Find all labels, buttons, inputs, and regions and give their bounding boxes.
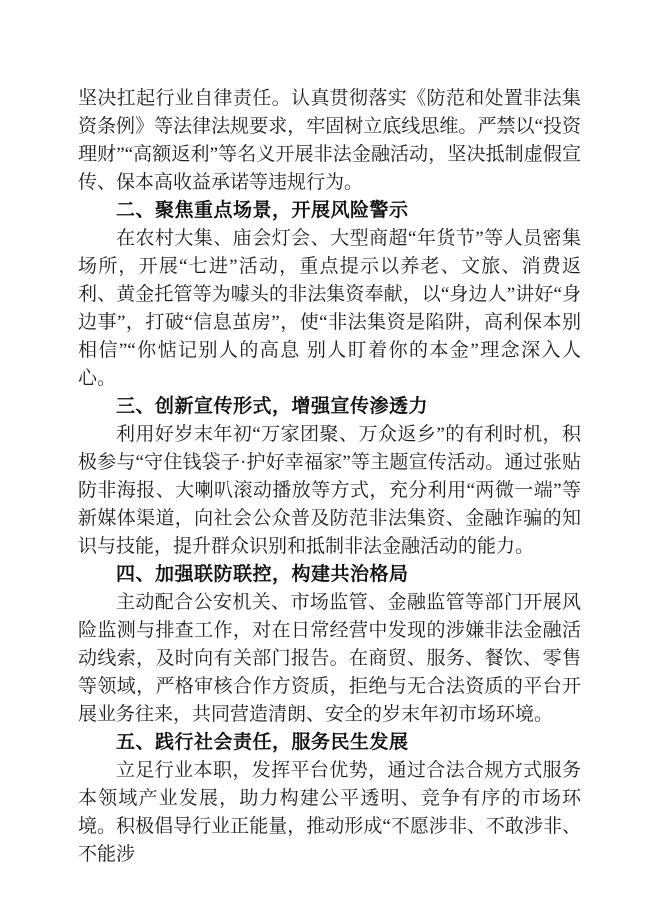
paragraph: 立足行业本职，发挥平台优势，通过合法合规方式服务本领域产业发展，助力构建公平透明、竞争有序的市场环境。积极倡导行业正能量，推动形成“不愿涉非、不敢涉非、不能涉 bbox=[78, 760, 581, 865]
paragraph: 利用好岁末年初“万家团聚、万众返乡”的有利时机，积极参与“守住钱袋子·护好幸福家”等主题宣传活动。通过张贴防非海报、大喇叭滚动播放等方式，充分利用“两微一端”等新媒体渠道，向社会公众普及防范非法集资、金融诈骗的知识与技能，提升群众识别和抵制非法金融活动的能力。 bbox=[78, 424, 581, 557]
paragraph-continuation: 坚决扛起行业自律责任。认真贯彻落实《防范和处置非法集资条例》等法律法规要求，牢固树立底线思维。严禁以“投资理财”“高额返利”等名义开展非法金融活动，坚决抵制虚假宣传、保本高收益承诺等违规行为。 bbox=[78, 88, 581, 193]
paragraph: 主动配合公安机关、市场监管、金融监管等部门开展风险监测与排查工作，对在日常经营中发现的涉嫌非法金融活动线索，及时向有关部门报告。在商贸、服务、餐饮、零售等领域，严格审核合作方资质，拒绝与无合法资质的平台开展业务往来，共同营造清朗、安全的岁末年初市场环境。 bbox=[78, 592, 581, 725]
paragraph: 在农村大集、庙会灯会、大型商超“年货节”等人员密集场所，开展“七进”活动，重点提示以养老、文旅、消费返利、黄金托管等为噱头的非法集资奉献，以“身边人”讲好“身边事”，打破“信息茧房”，使“非法集资是陷阱，高利保本别相信”“你惦记别人的高息 别人盯着你的本金”理念深入人心。 bbox=[78, 228, 581, 389]
section-heading: 三、创新宣传形式，增强宣传渗透力 bbox=[116, 396, 429, 417]
document-body bbox=[78, 85, 581, 869]
section-heading: 二、聚焦重点场景，开展风险警示 bbox=[116, 200, 409, 221]
section-heading: 五、践行社会责任，服务民生发展 bbox=[116, 732, 409, 753]
section-heading: 四、加强联防联控，构建共治格局 bbox=[116, 564, 409, 585]
